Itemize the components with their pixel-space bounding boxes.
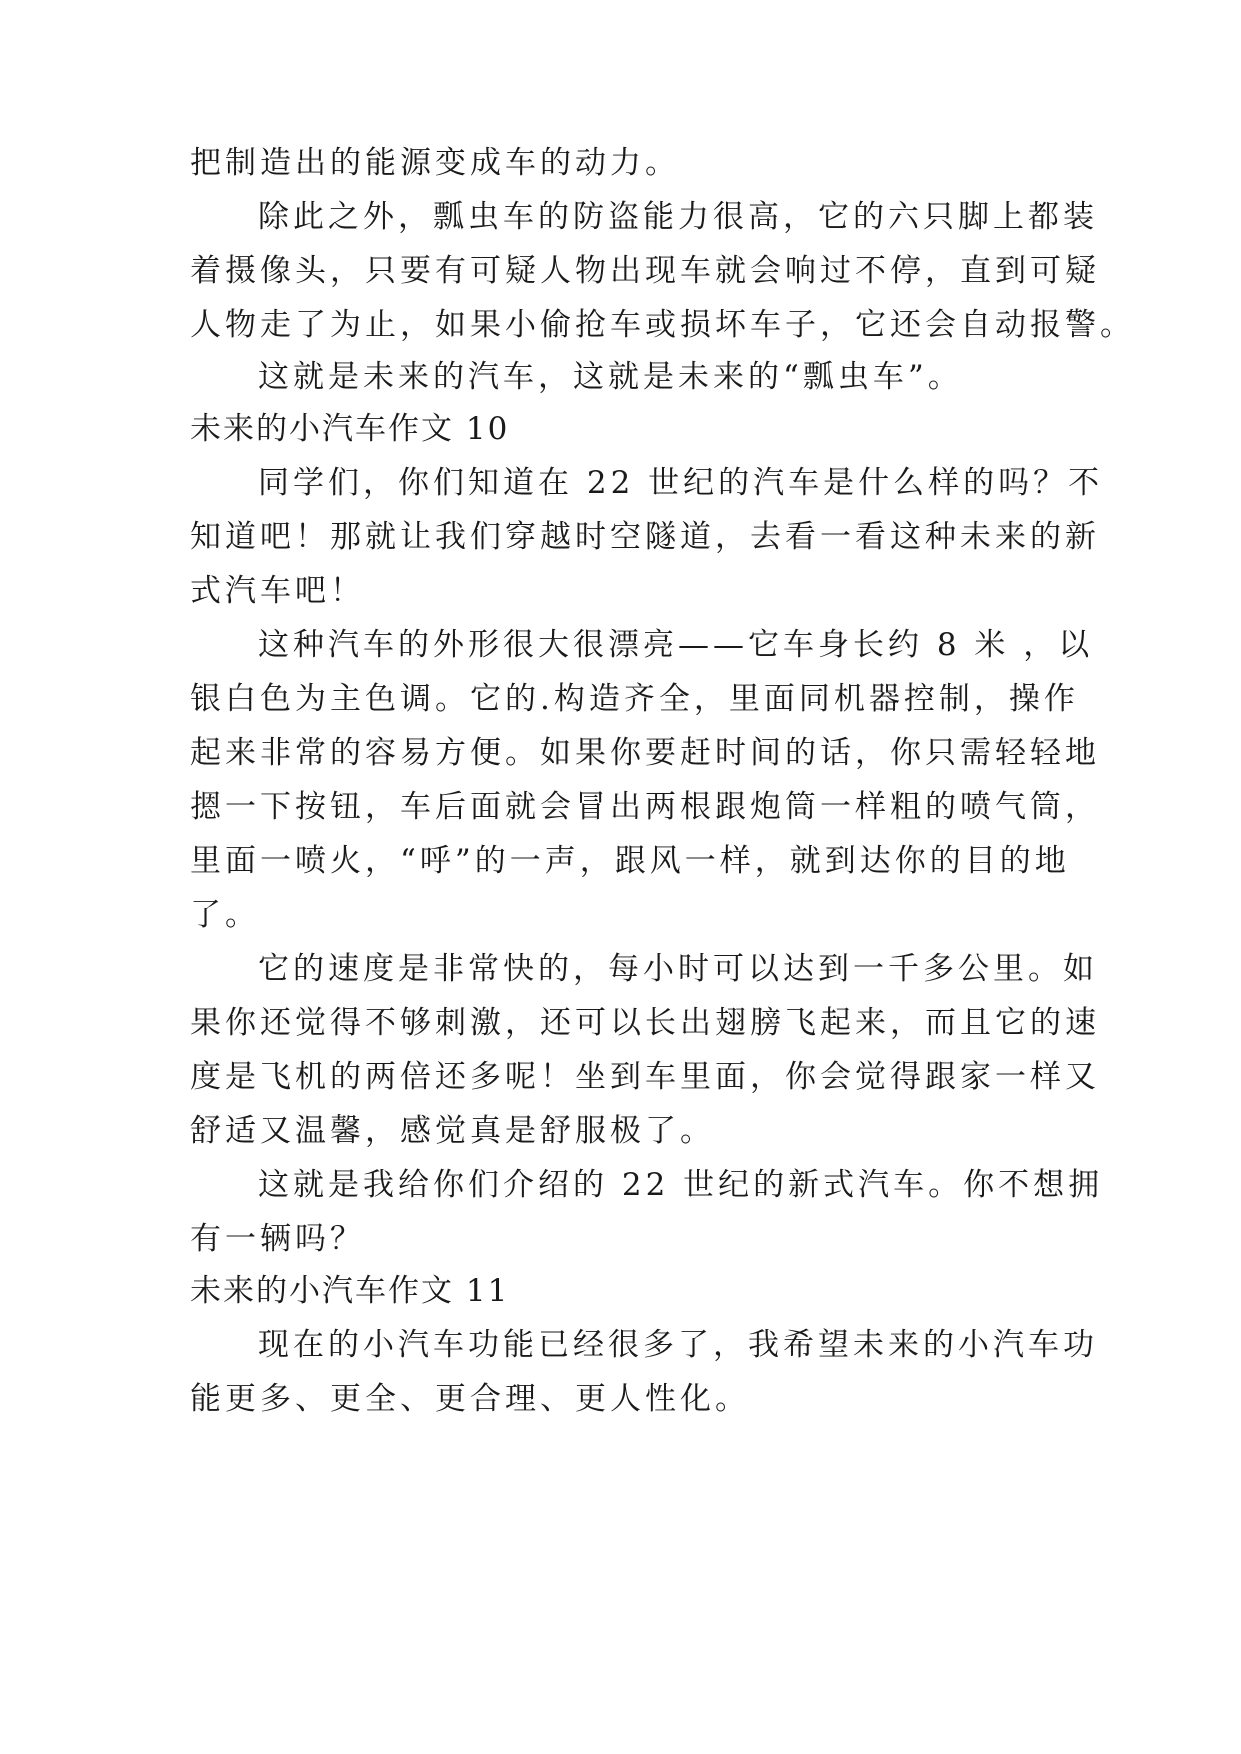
text-line: 有一辆吗？: [190, 1221, 365, 1257]
paragraph-start: 除此之外，瓢虫车的防盗能力很高，它的六只脚上都装: [258, 199, 1098, 235]
text-line: 起来非常的容易方便。如果你要赶时间的话，你只需轻轻地: [190, 735, 1100, 771]
text-line: 舒适又温馨，感觉真是舒服极了。: [190, 1113, 715, 1149]
text-line: 能更多、更全、更合理、更人性化。: [190, 1381, 750, 1417]
paragraph-start: 这就是我给你们介绍的 22 世纪的新式汽车。你不想拥: [258, 1167, 1104, 1203]
paragraph-start: 现在的小汽车功能已经很多了，我希望未来的小汽车功: [258, 1327, 1098, 1363]
paragraph-start: 这就是未来的汽车，这就是未来的“瓢虫车”。: [258, 359, 963, 395]
text-line: 里面一喷火，“呼”的一声，跟风一样，就到达你的目的地: [190, 843, 1070, 879]
paragraph-start: 同学们，你们知道在 22 世纪的汽车是什么样的吗？不: [258, 465, 1104, 501]
text-line: 把制造出的能源变成车的动力。: [190, 145, 680, 181]
section-heading: 未来的小汽车作文 10: [190, 411, 510, 447]
text-line: 知道吧！那就让我们穿越时空隧道，去看一看这种未来的新: [190, 519, 1100, 555]
paragraph-start: 它的速度是非常快的，每小时可以达到一千多公里。如: [258, 951, 1098, 987]
text-line: 摁一下按钮，车后面就会冒出两根跟炮筒一样粗的喷气筒，: [190, 789, 1100, 825]
text-line: 人物走了为止，如果小偷抢车或损坏车子，它还会自动报警。: [190, 307, 1135, 343]
text-line: 果你还觉得不够刺激，还可以长出翅膀飞起来，而且它的速: [190, 1005, 1100, 1041]
text-line: 银白色为主色调。它的.构造齐全，里面同机器控制，操作: [190, 681, 1079, 717]
text-line: 式汽车吧！: [190, 573, 365, 609]
text-line: 了。: [190, 897, 260, 933]
text-line: 着摄像头，只要有可疑人物出现车就会响过不停，直到可疑: [190, 253, 1100, 289]
text-line: 度是飞机的两倍还多呢！坐到车里面，你会觉得跟家一样又: [190, 1059, 1100, 1095]
section-heading: 未来的小汽车作文 11: [190, 1273, 510, 1309]
paragraph-start: 这种汽车的外形很大很漂亮——它车身长约 8 米 ，以: [258, 627, 1094, 663]
